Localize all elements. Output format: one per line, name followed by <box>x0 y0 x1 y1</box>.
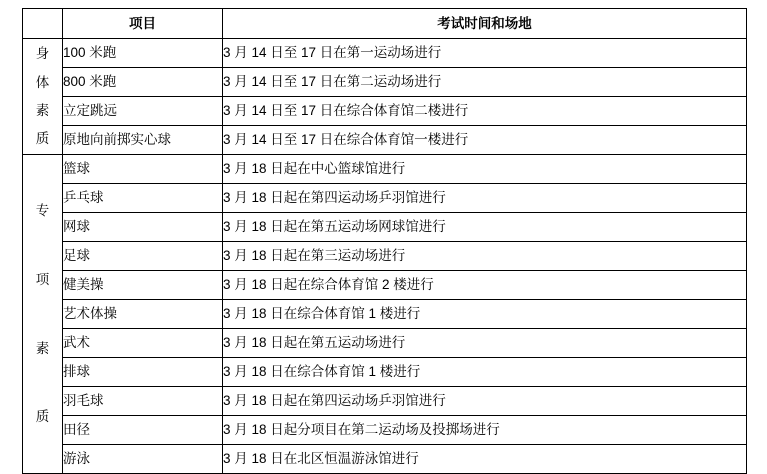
item-name: 排球 <box>63 358 223 387</box>
item-time-venue: 3 月 18 日起分项目在第二运动场及投掷场进行 <box>223 416 747 445</box>
header-category <box>23 9 63 39</box>
item-name: 原地向前掷实心球 <box>63 126 223 155</box>
table-row <box>23 445 747 474</box>
item-name: 艺术体操 <box>63 300 223 329</box>
item-time-venue: 3 月 18 日起在中心篮球馆进行 <box>223 155 747 184</box>
table-row <box>23 358 747 387</box>
table-header-row <box>23 9 747 39</box>
item-time-venue: 3 月 14 日至 17 日在第一运动场进行 <box>223 39 747 68</box>
table-row <box>23 329 747 358</box>
item-name: 乒乓球 <box>63 184 223 213</box>
table-row <box>23 155 747 184</box>
header-time-venue: 考试时间和场地 <box>223 9 747 39</box>
item-name: 800 米跑 <box>63 68 223 97</box>
item-time-venue: 3 月 14 日至 17 日在第二运动场进行 <box>223 68 747 97</box>
table-row <box>23 97 747 126</box>
item-name: 网球 <box>63 213 223 242</box>
category-char: 体 <box>35 74 50 90</box>
table-row <box>23 271 747 300</box>
item-name: 羽毛球 <box>63 387 223 416</box>
category-char: 身 <box>35 46 50 62</box>
item-name: 游泳 <box>63 445 223 474</box>
item-name: 田径 <box>63 416 223 445</box>
item-time-venue: 3 月 14 日至 17 日在综合体育馆二楼进行 <box>223 97 747 126</box>
table-row <box>23 300 747 329</box>
item-name: 足球 <box>63 242 223 271</box>
item-name: 立定跳远 <box>63 97 223 126</box>
table-row <box>23 39 747 68</box>
item-name: 100 米跑 <box>63 39 223 68</box>
table-row <box>23 387 747 416</box>
exam-schedule-table <box>22 8 747 474</box>
item-time-venue: 3 月 14 日至 17 日在综合体育馆一楼进行 <box>223 126 747 155</box>
header-item: 项目 <box>63 9 223 39</box>
category-cell-specialty <box>23 155 63 474</box>
category-char: 质 <box>35 409 50 425</box>
item-time-venue: 3 月 18 日在综合体育馆 1 楼进行 <box>223 358 747 387</box>
table-row <box>23 416 747 445</box>
category-char: 素 <box>35 340 50 356</box>
table-row <box>23 184 747 213</box>
item-time-venue: 3 月 18 日起在第四运动场乒羽馆进行 <box>223 387 747 416</box>
item-name: 健美操 <box>63 271 223 300</box>
item-time-venue: 3 月 18 日在北区恒温游泳馆进行 <box>223 445 747 474</box>
item-name: 篮球 <box>63 155 223 184</box>
item-time-venue: 3 月 18 日在综合体育馆 1 楼进行 <box>223 300 747 329</box>
table-row <box>23 126 747 155</box>
item-time-venue: 3 月 18 日起在第四运动场乒羽馆进行 <box>223 184 747 213</box>
category-char: 质 <box>35 130 50 146</box>
item-time-venue: 3 月 18 日起在综合体育馆 2 楼进行 <box>223 271 747 300</box>
item-time-venue: 3 月 18 日起在第五运动场网球馆进行 <box>223 213 747 242</box>
table-row <box>23 242 747 271</box>
category-char: 素 <box>35 102 50 118</box>
category-char: 专 <box>35 203 50 219</box>
category-char: 项 <box>35 271 50 287</box>
table-row <box>23 68 747 97</box>
item-name: 武术 <box>63 329 223 358</box>
category-cell-physical <box>23 39 63 155</box>
item-time-venue: 3 月 18 日起在第三运动场进行 <box>223 242 747 271</box>
table-row <box>23 213 747 242</box>
item-time-venue: 3 月 18 日起在第五运动场进行 <box>223 329 747 358</box>
